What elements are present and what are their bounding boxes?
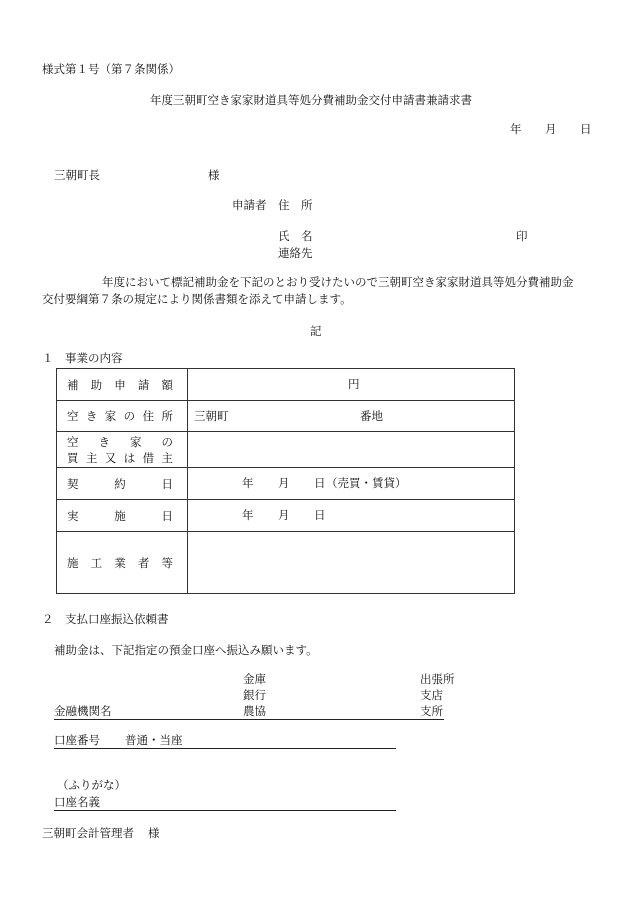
contract-type-note: （売買・賃貸） (326, 475, 407, 490)
label-char: 約 (114, 476, 126, 491)
impl-year: 年 (242, 507, 254, 522)
label-char: 助 (90, 377, 103, 392)
label-contractor (57, 555, 187, 571)
label-implementation-date (57, 508, 187, 524)
label-char: 家 (130, 434, 142, 449)
label-char: 請 (137, 377, 150, 392)
label-char: 日 (161, 476, 173, 491)
label-char: 実 (67, 508, 79, 523)
label-char: 等 (161, 555, 173, 570)
branch-type-branch: 支店 (420, 688, 443, 702)
treasurer-name: 三朝町会計管理者 (42, 826, 134, 840)
label-char: 者 (137, 555, 150, 570)
content-table (56, 368, 515, 594)
label-char: 施 (114, 508, 126, 523)
label-char: 施 (67, 555, 79, 570)
name-label: 氏 名 (278, 229, 313, 243)
label-cell (57, 401, 188, 432)
ki-mark: 記 (310, 324, 322, 338)
branch-type-subbranch: 支所 (420, 704, 443, 718)
label-char: 工 (90, 555, 103, 570)
section1-heading: １ 事業の内容 (42, 351, 123, 365)
label-char: の (123, 409, 136, 423)
contract-date-field[interactable] (188, 468, 515, 500)
account-type: 普通・当座 (125, 733, 183, 747)
institution-underline[interactable] (54, 719, 444, 720)
institution-type-kinko: 金庫 (243, 672, 266, 686)
date-year: 年 (510, 122, 522, 136)
addressee-name: 三朝町長 (54, 168, 100, 182)
date-day: 日 (580, 122, 592, 136)
body-text-line1: 年度において標記補助金を下記のとおり受けたいので三朝町空き家家財道具等処分費補助金 (102, 275, 574, 289)
label-amount (57, 377, 187, 393)
label-char: 補 (67, 377, 79, 392)
institution-type-bank: 銀行 (243, 688, 266, 702)
label-char: 主 (161, 450, 173, 465)
label-cell (57, 532, 188, 594)
town-prefix: 三朝町 (194, 408, 229, 423)
label-char: 家 (104, 409, 117, 423)
label-char: 空 (67, 409, 79, 423)
label-char: 業 (114, 555, 126, 570)
account-holder-label: 口座名義 (54, 795, 100, 809)
impl-month: 月 (278, 507, 290, 522)
branch-type-office: 出張所 (420, 672, 455, 686)
label-cell (57, 468, 188, 500)
page-title: 年度三朝町空き家家財道具等処分費補助金交付申請書兼請求書 (150, 93, 472, 107)
addressee-honorific: 様 (208, 168, 220, 182)
treasurer-honorific: 様 (148, 826, 160, 840)
furigana-label: （ふりがな） (57, 778, 126, 792)
label-char: き (98, 434, 110, 449)
institution-type-ja: 農協 (243, 704, 266, 718)
label-buyer (57, 434, 187, 466)
label-cell (57, 432, 188, 468)
body-text-line2: 交付要綱第７条の規定により関係書類を添えて申請します。 (42, 292, 352, 306)
label-cell (57, 369, 188, 401)
account-number-label: 口座番号 (54, 733, 100, 747)
section2-heading: ２ 支払口座振込依頼書 (42, 612, 169, 626)
label-char: 申 (114, 377, 126, 392)
implementation-date-field[interactable] (188, 500, 515, 532)
label-char: 日 (161, 508, 173, 523)
banchi-suffix: 番地 (360, 408, 383, 423)
label-char: き (85, 409, 98, 423)
label-char: 借 (142, 450, 155, 465)
contract-year: 年 (242, 475, 254, 490)
section2-intro: 補助金は、下記指定の預金口座へ振込み願います。 (54, 643, 318, 657)
yen-unit: 円 (348, 376, 360, 391)
table-row-address (57, 401, 515, 432)
table-row-contractor (57, 532, 515, 594)
label-char: 契 (67, 476, 79, 491)
label-char: 所 (161, 409, 173, 423)
applicant-label: 申請者 (232, 198, 267, 212)
label-char: の (161, 434, 173, 449)
contract-month: 月 (278, 475, 290, 490)
impl-day: 日 (314, 507, 326, 522)
table-row-contract-date (57, 468, 515, 500)
form-number: 様式第１号（第７条関係） (42, 62, 180, 76)
label-char: 額 (161, 377, 173, 392)
label-char: 買 (67, 450, 79, 465)
contractor-field[interactable] (188, 532, 515, 594)
table-row-amount (57, 369, 515, 401)
seal-mark: 印 (516, 229, 528, 243)
label-contract-date (57, 476, 187, 492)
account-holder-underline[interactable] (54, 810, 396, 811)
buyer-field[interactable] (188, 432, 515, 468)
address-label: 住 所 (278, 198, 313, 212)
label-cell (57, 500, 188, 532)
label-char: 主 (85, 450, 98, 465)
label-char: 空 (67, 434, 79, 449)
table-row-implementation-date (57, 500, 515, 532)
vacant-address-field[interactable] (188, 401, 515, 432)
institution-label: 金融機関名 (54, 704, 112, 718)
amount-field[interactable] (188, 369, 515, 401)
table-row-buyer (57, 432, 515, 468)
label-vacant-address (57, 408, 187, 424)
contact-label: 連絡先 (278, 246, 313, 260)
contract-day: 日 (314, 475, 326, 490)
account-number-underline[interactable] (54, 748, 396, 749)
label-char: は (123, 450, 136, 465)
label-char: 又 (104, 450, 117, 465)
label-char: 住 (142, 409, 155, 423)
date-month: 月 (545, 122, 557, 136)
